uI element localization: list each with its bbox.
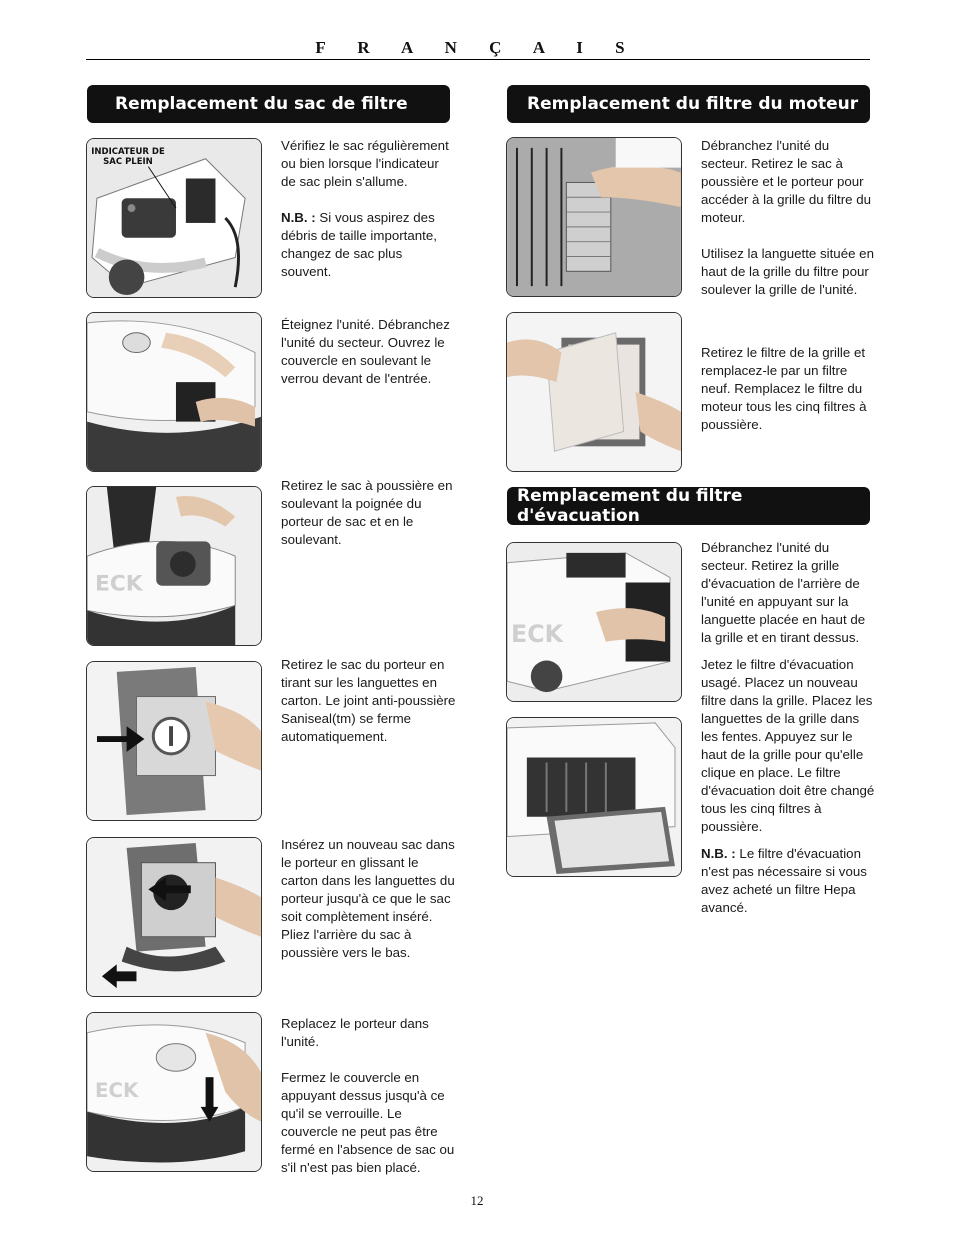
- exhaust-grille-illustration: [507, 543, 681, 701]
- motor-replace-illustration: [507, 313, 681, 471]
- bag-step-5-text: Insérez un nouveau sac dans le porteur en glissant le carton dans les languettes du porteur jusqu'à ce que le sac soit complètement inséré. Pliez l'arrière du sac à poussière vers le bas.: [281, 837, 455, 960]
- photo-motor-filter-grille: [506, 137, 682, 297]
- close-lid-illustration: [87, 1013, 261, 1171]
- motor-filter-title: Remplacement du filtre du moteur: [507, 85, 870, 123]
- motor-step-2: [701, 344, 876, 434]
- photo-insert-bag: [86, 837, 262, 997]
- photo-full-bag-indicator: [86, 138, 262, 298]
- page-number: 12: [470, 1193, 484, 1208]
- bag-step-1-note-text: Si vous aspirez des débris de taille importante, changez de sac plus souvent.: [281, 210, 437, 279]
- photo-lift-bag: [86, 486, 262, 646]
- exhaust-note: [701, 845, 876, 917]
- bag-step-1-note: [281, 209, 456, 281]
- language-header: F R A N Ç A I S: [315, 38, 639, 57]
- open-lid-illustration: [87, 313, 261, 471]
- bag-step-3-text: Retirez le sac à poussière en soulevant la poignée du porteur de sac et en le soulevant.: [281, 478, 453, 547]
- exhaust-nb-label: N.B. :: [701, 846, 736, 861]
- motor-step-2-text: Retirez le filtre de la grille et remplacez-le par un filtre neuf. Remplacez le filtre du moteur tous les cinq filtres à poussière.: [701, 345, 867, 432]
- exhaust-filter-title: Remplacement du filtre d'évacuation: [507, 487, 870, 525]
- insert-bag-illustration: [87, 838, 261, 996]
- bag-step-2-text: Éteignez l'unité. Débranchez l'unité du secteur. Ouvrez le couvercle en soulevant le verrou devant de l'entrée.: [281, 317, 450, 386]
- motor-step-1-text: Débranchez l'unité du secteur. Retirez le sac à poussière et le porteur pour accéder à la grille du filtre du moteur.: [701, 138, 871, 225]
- exhaust-note-text: Le filtre d'évacuation n'est pas nécessaire si vous avez acheté un filtre Hepa avancé.: [701, 846, 867, 915]
- bag-step-5: [281, 836, 456, 962]
- nb-label: N.B. :: [281, 210, 316, 225]
- full-bag-indicator-label: INDICATEUR DE SAC PLEIN: [91, 147, 165, 167]
- svg-text:ECK: ECK: [511, 619, 563, 648]
- bag-step-4: [281, 656, 456, 746]
- exhaust-step-1: [701, 539, 876, 917]
- photo-exhaust-grille: [506, 542, 682, 702]
- bag-step-6-text: Replacez le porteur dans l'unité.: [281, 1016, 429, 1049]
- lift-bag-illustration: [87, 487, 261, 645]
- bag-step-4-text: Retirez le sac du porteur en tirant sur les languettes en carton. Le joint anti-poussière Saniseal(tm) se ferme automatiquement.: [281, 657, 456, 744]
- bag-step-6: [281, 1015, 456, 1177]
- bag-step-1-text: Vérifiez le sac régulièrement ou bien lorsque l'indicateur de sac plein s'allume.: [281, 138, 449, 189]
- exhaust-filter-illustration: [507, 718, 681, 876]
- bag-step-1: [281, 137, 456, 281]
- svg-text:ECK: ECK: [95, 571, 143, 597]
- bag-step-3: [281, 477, 456, 549]
- motor-step-1: [701, 137, 876, 299]
- svg-text:ECK: ECK: [95, 1078, 139, 1102]
- exhaust-step-2-text: Jetez le filtre d'évacuation usagé. Placez un nouveau filtre dans la grille. Placez les languettes de la grille dans les fentes. Appuyez sur le haut de la grille pour qu'elle clique en place. Le filtre d'évacuation doit être changé tous les cinq filtres à poussière.: [701, 657, 875, 834]
- photo-open-lid: [86, 312, 262, 472]
- bag-step-2: [281, 316, 456, 388]
- photo-remove-bag: [86, 661, 262, 821]
- photo-motor-filter-replace: [506, 312, 682, 472]
- motor-grille-illustration: [507, 138, 681, 296]
- bag-step-6-text-2: Fermez le couvercle en appuyant dessus jusqu'à ce qu'il se verrouille. Le couvercle ne peut pas être fermé en l'absence de sac ou s'il n'est pas bien placé.: [281, 1070, 455, 1175]
- photo-close-lid: [86, 1012, 262, 1172]
- motor-step-1-text-2: Utilisez la languette située en haut de la grille du filtre pour soulever la grille de l'unité.: [701, 246, 874, 297]
- exhaust-step-1-text: Débranchez l'unité du secteur. Retirez la grille d'évacuation de l'arrière de l'unité en appuyant sur la languette placée en haut de la grille et en tirant dessus.: [701, 540, 866, 645]
- remove-bag-illustration: [87, 662, 261, 820]
- photo-exhaust-filter: [506, 717, 682, 877]
- bag-replacement-title: Remplacement du sac de filtre: [87, 85, 450, 123]
- header-rule: [86, 59, 870, 60]
